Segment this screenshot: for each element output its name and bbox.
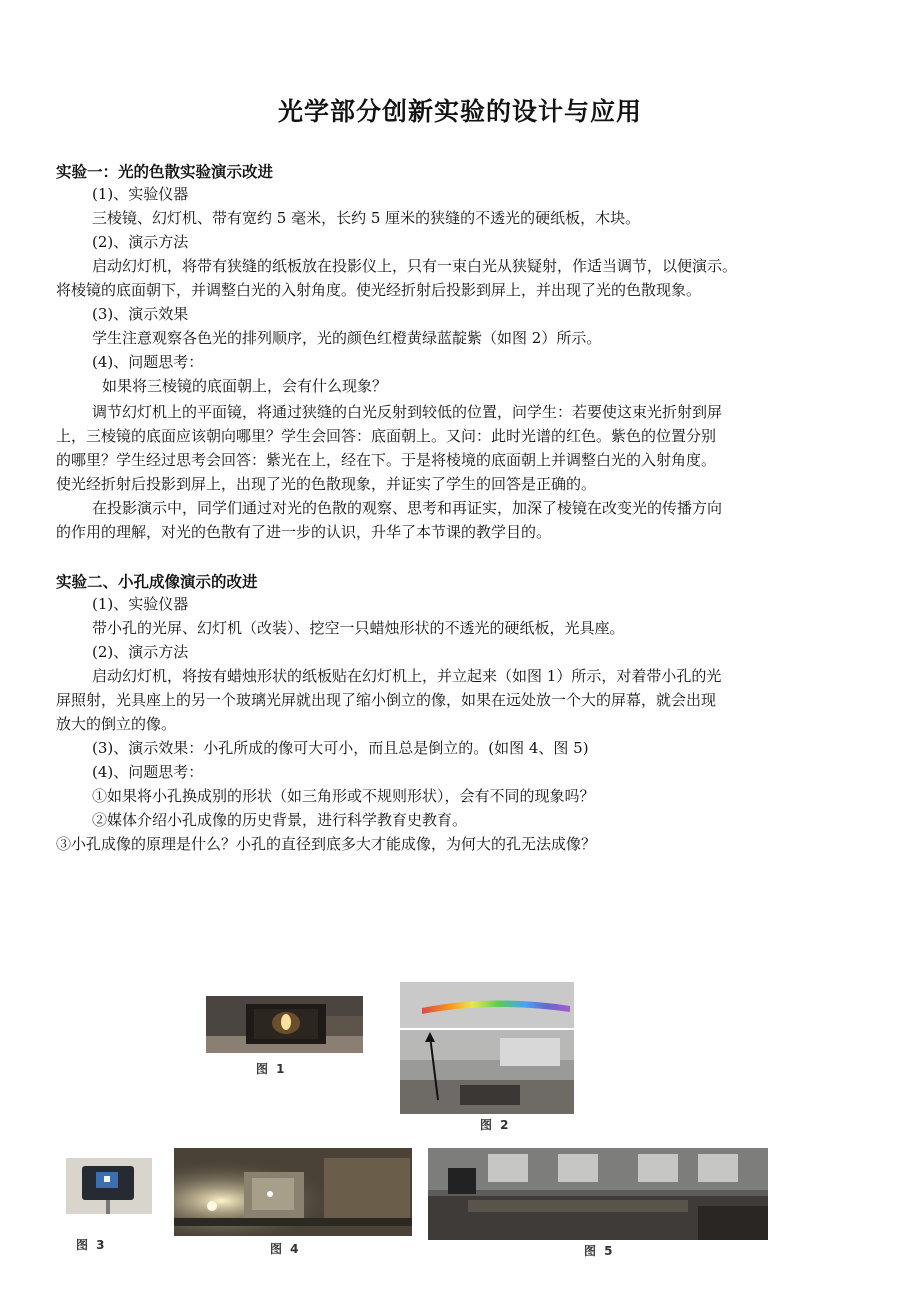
exp1-line: 使光经折射后投影到屏上，出现了光的色散现象，并证实了学生的回答是正确的。 (56, 475, 597, 493)
figure-3-caption: 图 3 (76, 1238, 107, 1252)
figure-5-caption: 图 5 (584, 1244, 615, 1258)
exp1-line: 在投影演示中，同学们通过对光的色散的观察、思考和再证实，加深了棱镜在改变光的传播方向 (92, 499, 723, 517)
figure-4-caption: 图 4 (270, 1242, 301, 1256)
exp1-line: 三棱镜、幻灯机、带有宽约 5 毫米，长约 5 厘米的狭缝的不透光的硬纸板，木块。 (92, 209, 641, 227)
figure-3-photo (66, 1158, 152, 1214)
exp1-line: 启动幻灯机，将带有狭缝的纸板放在投影仪上，只有一束白光从狭疑射，作适当调节，以便演示。 (92, 257, 738, 275)
exp2-line: 带小孔的光屏、幻灯机（改装）、挖空一只蜡烛形状的不透光的硬纸板，光具座。 (92, 619, 625, 637)
figure-2-spectrum-photo (400, 982, 574, 1028)
figure-1-caption: 图 1 (256, 1062, 287, 1076)
figure-2-caption: 图 2 (480, 1118, 511, 1132)
exp1-line: 上，三棱镜的底面应该朝向哪里？学生会回答：底面朝上。又问：此时光谱的红色。紫色的位置分别 (56, 427, 717, 445)
exp1-line: (1)、实验仪器 (92, 185, 189, 203)
figure-1-photo (206, 996, 363, 1053)
exp2-line: ③小孔成像的原理是什么？小孔的直径到底多大才能成像，为何大的孔无法成像？ (56, 835, 597, 853)
exp1-line: (2)、演示方法 (92, 233, 189, 251)
exp2-heading: 实验二、小孔成像演示的改进 (56, 573, 258, 591)
exp2-line: (4)、问题思考： (92, 763, 204, 781)
exp1-line: 调节幻灯机上的平面镜，将通过狭缝的白光反射到较低的位置，问学生：若要使这束光折射到屏 (92, 403, 723, 421)
exp2-line: 屏照射，光具座上的另一个玻璃光屏就出现了缩小倒立的像，如果在远处放一个大的屏幕，就会出现 (56, 691, 717, 709)
exp1-line: (4)、问题思考： (92, 353, 204, 371)
exp2-line: (1)、实验仪器 (92, 595, 189, 613)
figure-5-photo (428, 1148, 768, 1240)
exp1-line: 学生注意观察各色光的排列顺序，光的颜色红橙黄绿蓝靛紫（如图 2）所示。 (92, 329, 602, 347)
exp2-line: 启动幻灯机，将按有蜡烛形状的纸板贴在幻灯机上，并立起来（如图 1）所示，对着带小孔的光 (92, 667, 722, 685)
exp2-line: ②媒体介绍小孔成像的历史背景，进行科学教育史教育。 (92, 811, 468, 829)
exp1-line: 将棱镜的底面朝下，并调整白光的入射角度。使光经折射后投影到屏上，并出现了光的色散现象。 (56, 281, 702, 299)
exp1-line: 如果将三棱镜的底面朝上，会有什么现象？ (102, 377, 388, 395)
exp2-line: 放大的倒立的像。 (56, 715, 177, 733)
exp2-line: ①如果将小孔换成别的形状（如三角形或不规则形状），会有不同的现象吗？ (92, 787, 595, 805)
exp1-line: 的哪里？学生经过思考会回答：紫光在上，经在下。于是将棱境的底面朝上并调整白光的入射角度。 (56, 451, 717, 469)
figure-2-classroom-photo (400, 1030, 574, 1114)
exp1-line: 的作用的理解，对光的色散有了进一步的认识，升华了本节课的教学目的。 (56, 523, 552, 541)
exp1-heading: 实验一：光的色散实验演示改进 (56, 163, 274, 181)
figure-4-photo (174, 1148, 412, 1236)
exp2-line: (2)、演示方法 (92, 643, 189, 661)
exp2-line: (3)、演示效果：小孔所成的像可大可小，而且总是倒立的。(如图 4、图 5) (92, 739, 589, 757)
page-title: 光学部分创新实验的设计与应用 (277, 97, 642, 126)
exp1-line: (3)、演示效果 (92, 305, 189, 323)
